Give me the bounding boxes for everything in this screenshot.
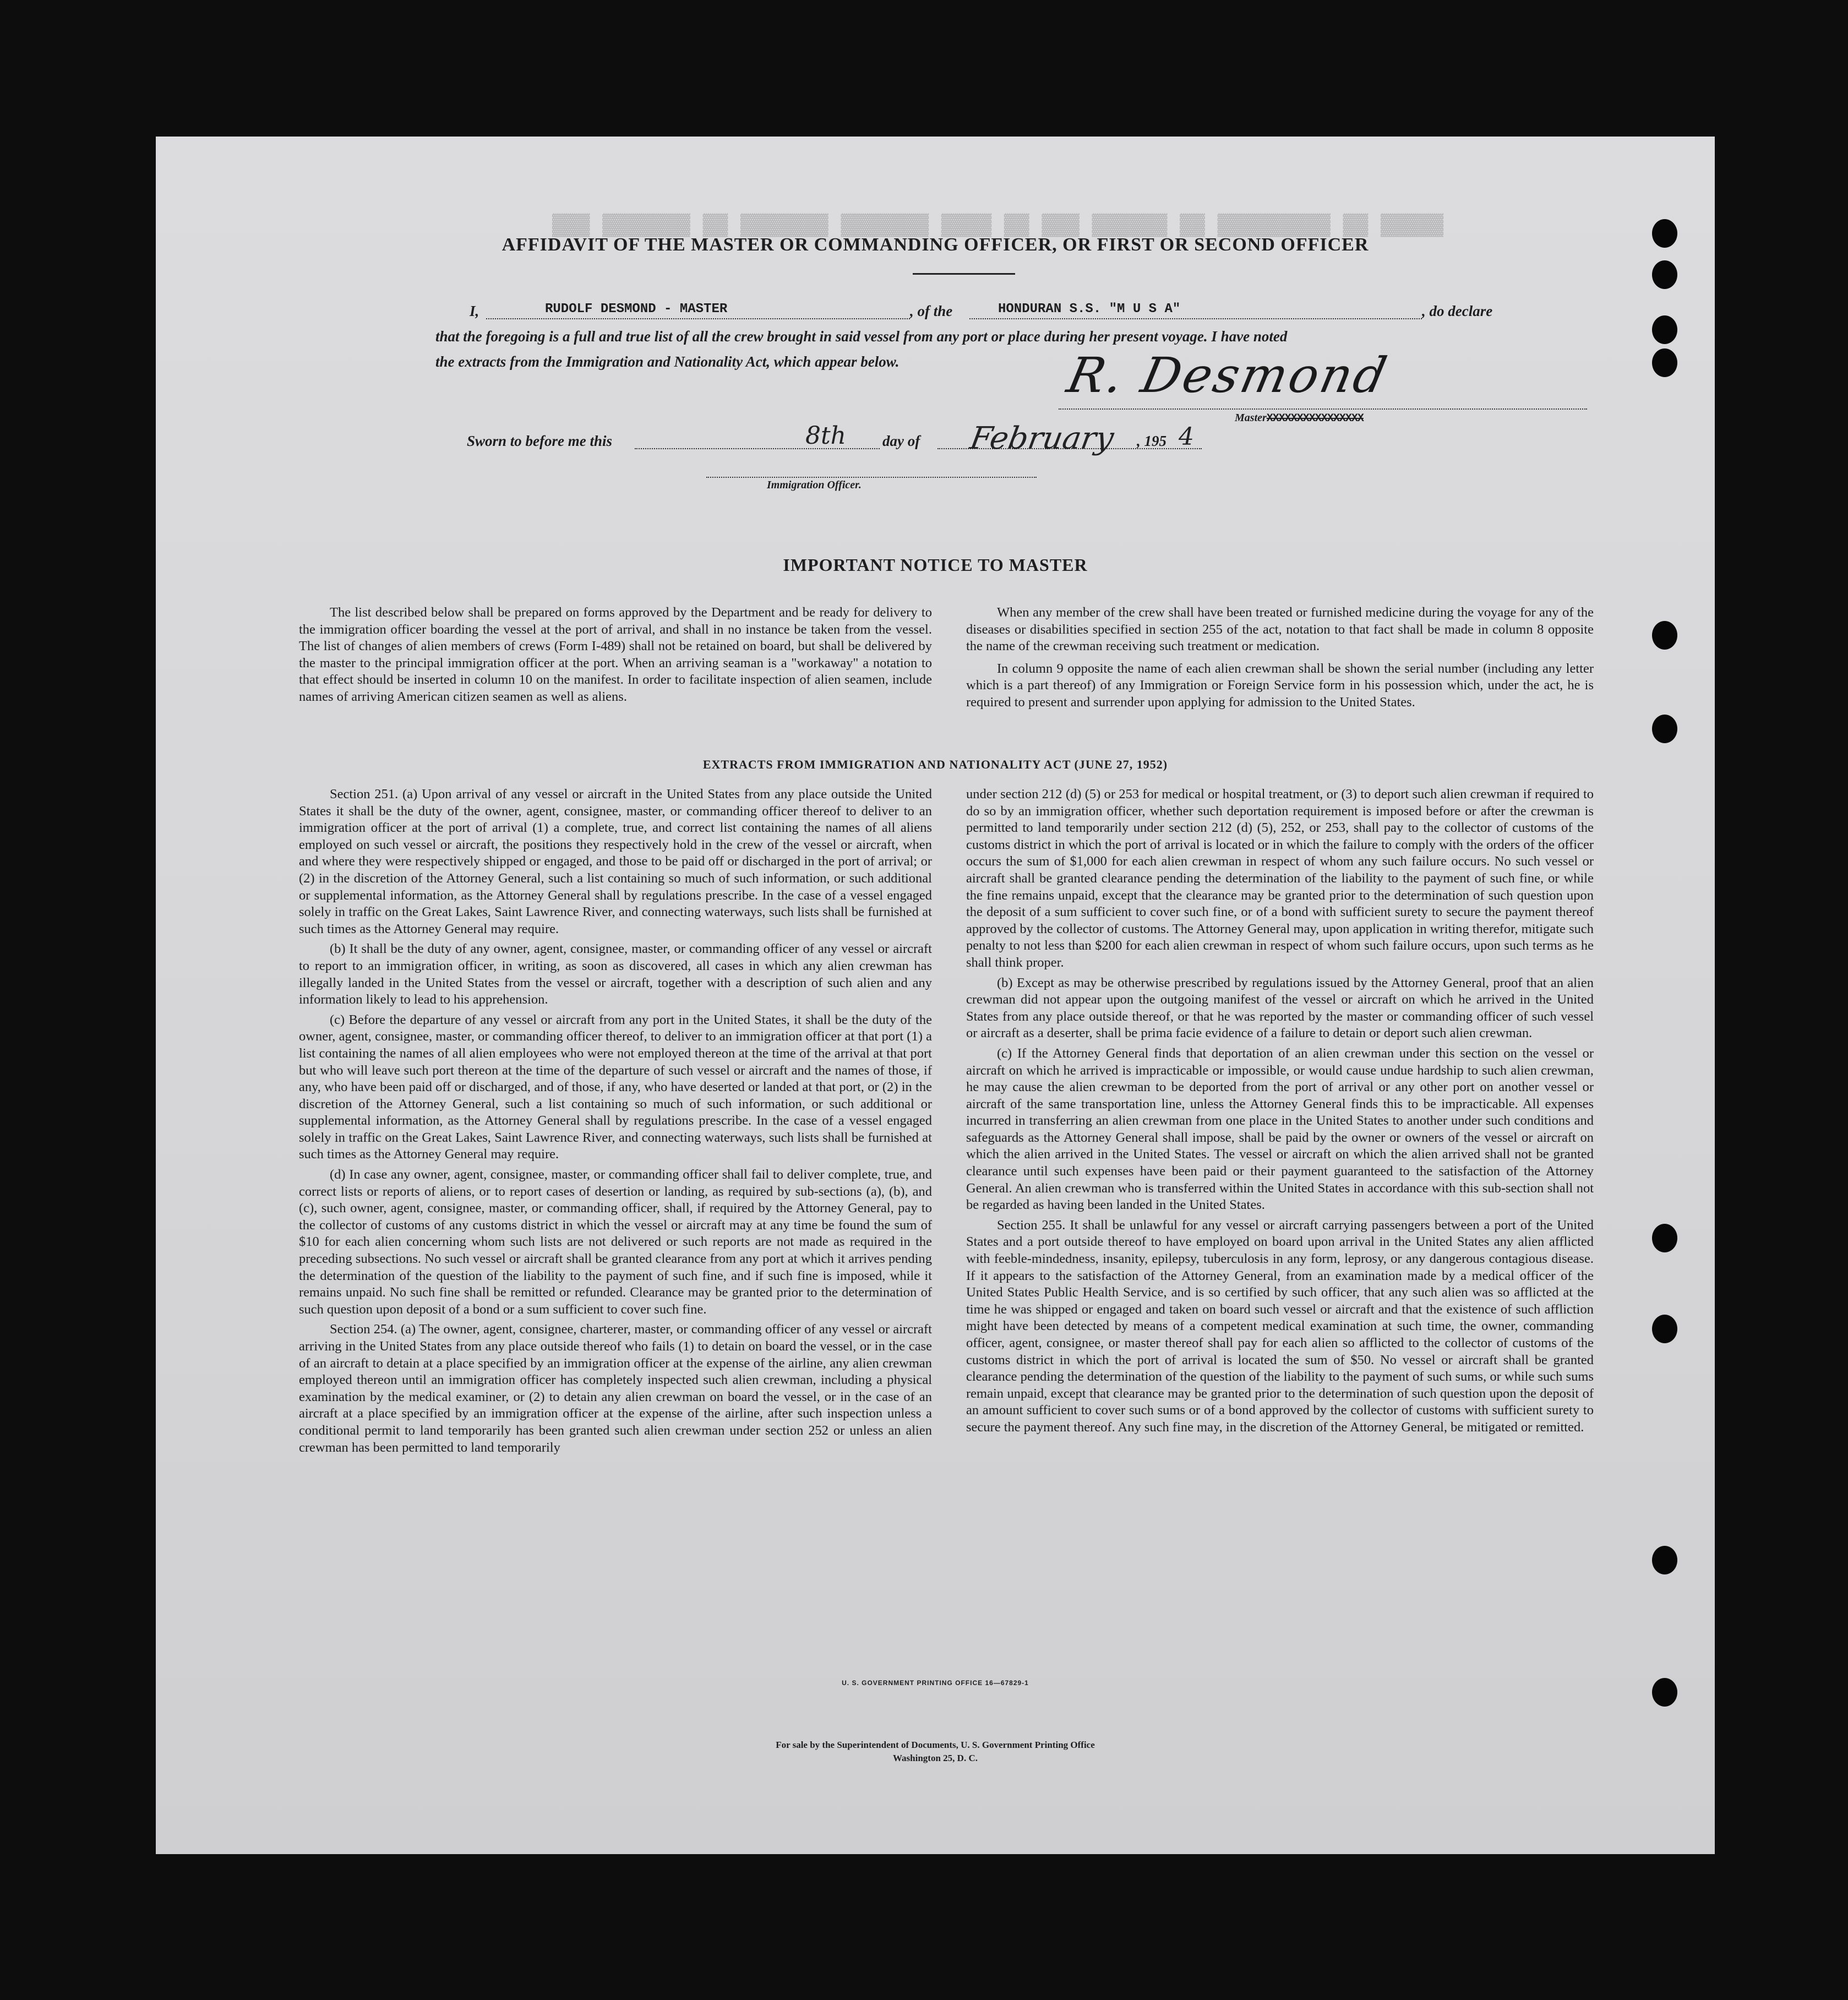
officer-signature-line [706,477,1037,478]
punch-hole [1652,260,1677,289]
declaration-line-3: the extracts from the Immigration and Nationality Act, which appear below. [435,353,900,370]
notice-right-paragraph-2: In column 9 opposite the name of each alien crewman shall be shown the serial number (including any letter which is a part thereof) of any Immigration or Foreign Service form in his possession which, under the act, he is required to present and surrender upon applying for admission to the United States. [966,661,1594,710]
sale-notice-line-2: Washington 25, D. C. [893,1753,978,1763]
struck-titles: XXXXXXXXXXXXXXXX [1266,412,1364,425]
notice-title: IMPORTANT NOTICE TO MASTER [783,555,1088,575]
day-of-label: day of [882,433,920,449]
master-signature: R. Desmond [1062,347,1394,404]
do-declare-label: , do declare [1422,303,1493,319]
section-251b: (b) It shall be the duty of any owner, agent, consignee, master, or commanding officer of any vessel or aircraft to report to an immigration officer, in writing, as soon as discovered, all cases in which any alien crewman has illegally landed in the United States from the vessel or aircraft, together with a description of such alien and any information likely to lead to his apprehension. [299,941,932,1007]
month-value: February [967,421,1117,456]
day-value: 8th [805,422,847,450]
punch-hole [1652,315,1677,344]
printer-imprint: U. S. GOVERNMENT PRINTING OFFICE 16—67829-1 [842,1679,1029,1687]
of-the-label: , of the [910,303,953,319]
sale-notice-line-1: For sale by the Superintendent of Documents, U. S. Government Printing Office [776,1740,1095,1750]
notice-right-column [966,604,1594,715]
declaration-prefix: I, [470,303,479,319]
affidavit-title: AFFIDAVIT OF THE MASTER OR COMMANDING OFFICER, OR FIRST OR SECOND OFFICER [501,235,1369,255]
notice-right-paragraph-1: When any member of the crew shall have been treated or furnished medicine during the voyage for any of the diseases or disabilities specified in section 255 of the act, notation to that fact shall be made in column 8 opposite the name of the crewman receiving such treatment or medication. [966,605,1594,654]
bleed-through-text: ▓▓▓ ▓▓▓▓▓▓▓ ▓▓ ▓▓▓▓▓▓▓ ▓▓▓▓▓▓▓ ▓▓▓▓ ▓▓ ▓▓▓ ▓▓▓▓▓▓ ▓▓ ▓▓▓▓▓▓▓▓▓ ▓▓ ▓▓▓▓▓ [552,214,1444,237]
vessel-name: HONDURAN S.S. "M U S A" [998,302,1181,317]
document-page [156,137,1715,1854]
punch-hole [1652,1315,1677,1343]
punch-hole [1652,621,1677,650]
declaration-line-2: that the foregoing is a full and true list of all the crew brought in said vessel from any port or place during her present voyage. I have noted [435,328,1288,345]
punch-hole [1652,1224,1677,1252]
master-label [1235,412,1364,425]
punch-hole [1652,348,1677,377]
year-prefix: , 195 [1137,433,1166,449]
notice-left-paragraph: The list described below shall be prepared on forms approved by the Department and be ready for delivery to the immigration officer boarding the vessel at the port of arrival, and shall in no instance be taken from the vessel. The list of changes of alien members of crews (Form I-489) shall not be retained on board, but shall be delivered by the master to the principal immigration officer at the port. When an arriving seaman is a "workaway" a notation to that effect should be inserted in column 10 on the manifest. In order to facilitate inspection of alien seamen, include names of arriving American citizen seamen as well as aliens. [299,605,932,704]
signature-line [1059,408,1587,410]
name-fill-line [486,318,910,319]
year-value: 4 [1179,423,1194,451]
vessel-fill-line [969,318,1422,319]
extracts-right-column [966,786,1594,1440]
section-251a: Section 251. (a) Upon arrival of any vessel or aircraft in the United States from any place outside the United States it shall be the duty of the owner, agent, consignee, master, or commanding officer thereof to deliver to an immigration officer at the port of arrival (1) a complete, true, and correct list containing the names of all aliens employed on such vessel or aircraft, the positions they respectively hold in the crew of the vessel or aircraft, when and where they were respectively shipped or engaged, and those to be paid off or discharged in the port of arrival; or (2) in the discretion of the Attorney General, such a list containing so much of such information, or such additional or supplemental information, as the Attorney General shall by regulations prescribe. In the case of a vessel engaged solely in traffic on the Great Lakes, Saint Lawrence River, and connecting waterways, such lists shall be furnished at such times as the Attorney General may require. [299,787,932,936]
section-254c: (c) If the Attorney General finds that deportation of an alien crewman under this section on the vessel or aircraft on which he arrived is impracticable or impossible, or would cause undue hardship to such alien crewman, he may cause the alien crewman to be deported from the port of arrival or any other port on another vessel or aircraft of the same transportation line, unless the Attorney General finds this to be impracticable. All expenses incurred in transferring an alien crewman from one place in the United States to another under such conditions and safeguards as the Attorney General shall impose, shall be paid by the owner or owners of the vessel or aircraft on which the alien arrived in the United States. The vessel or aircraft on which the alien arrived shall not be granted clearance until such expenses have been paid or their payment guaranteed to the satisfaction of the Attorney General. An alien crewman who is transferred within the United States in accordance with this sub-section shall not be regarded as having been landed in the United States. [966,1045,1594,1213]
section-251d: (d) In case any owner, agent, consignee, master, or commanding officer shall fail to deliver complete, true, and correct lists or reports of aliens, or to report cases of desertion or landing, as required by sub-sections (a), (b), and (c), such owner, agent, consignee, master, or commanding officer, shall, if required by the Attorney General, pay to the collector of customs of any customs district in which the vessel or aircraft may at any time be found the sum of $10 for each alien concerning whom such lists are not delivered or such reports are not made as required in the preceding subsections. No such vessel or aircraft shall be granted clearance from any port at which it arrives pending the determination of the question of the liability to the payment of such fine, and if such fine is imposed, while it remains unpaid. No such fine shall be remitted or refunded. Clearance may be granted prior to the determination of such question upon deposit of a bond or a sum sufficient to cover such fine. [299,1167,932,1317]
section-254a-continued: under section 212 (d) (5) or 253 for medical or hospital treatment, or (3) to deport such alien crewman if required to do so by an immigration officer, whether such deportation requirement is imposed before or after the crewman is permitted to land temporarily under section 212 (d) (5), 252, or 253, shall pay to the collector of customs of the customs district in which the port of arrival is located or in which the failure to comply with the orders of the officer occurs the sum of $1,000 for each alien crewman in respect of whom any such failure occurs. No such vessel or aircraft shall be granted clearance pending the determination of the liability to the payment of such fine, or while the fine remains unpaid, except that the clearance may be granted prior to the determination of such question upon the deposit of a sum sufficient to cover such fine, or of a bond with sufficient surety to secure the payment thereof approved by the collector of customs. The Attorney General may, upon application in writing therefor, mitigate such penalty to not less than $200 for each alien crewman in respect of whom such failure occurs, upon such terms as he shall think proper. [966,787,1594,970]
immigration-officer-label: Immigration Officer. [767,479,862,491]
section-255: Section 255. It shall be unlawful for any vessel or aircraft carrying passengers between a port of the United States and a port outside thereof to have employed on board upon arrival in the United States any alien afflicted with feeble-mindedness, insanity, epilepsy, tuberculosis in any form, leprosy, or any dangerous contagious disease. If it appears to the satisfaction of the Attorney General, from an examination made by a medical officer of the United States Public Health Service, and is so certified by such officer, that any such alien was so afflicted at the time he was shipped or engaged and taken on board such vessel or aircraft and that the existence of such affliction might have been detected by means of a competent medical examination at such time, the owner, commanding officer, agent, consignee, or master thereof shall pay for each alien so afflicted to the collector of customs of the customs district in which the port of arrival is located the sum of $50. No vessel or aircraft shall be granted clearance pending the determination of the question of the liability to the payment of such sums, or while such sums remain unpaid, except that clearance may be granted prior to the determination of such question upon the deposit of an amount sufficient to cover such sums or of a bond approved by the collector of customs with sufficient surety to secure the payment thereof. Any such fine may, in the discretion of the Attorney General, be mitigated or remitted. [966,1217,1594,1435]
declarant-name: RUDOLF DESMOND - MASTER [545,302,728,317]
extracts-title: EXTRACTS FROM IMMIGRATION AND NATIONALITY ACT (JUNE 27, 1952) [702,758,1168,771]
master-title: Master [1235,412,1267,424]
extracts-left-column [299,786,932,1459]
section-251c: (c) Before the departure of any vessel or aircraft from any port in the United States, it shall be the duty of the owner, agent, consignee, master, or commanding officer thereof, to deliver to an immigration officer at that port (1) a list containing the names of all alien employees who were not employed thereon at the time of the arrival at that port but who will leave such port thereon at the time of the departure of such vessel or aircraft and the names of those, if any, who have been paid off or discharged, and of those, if any, who have deserted or landed at that port, or (2) in the discretion of the Attorney General, such a list containing so much of such information, or such additional or supplemental information, as the Attorney General shall by regulations prescribe. In the case of a vessel engaged solely in traffic on the Great Lakes, Saint Lawrence River, and connecting waterways, such lists shall be furnished at such times as the Attorney General may require. [299,1012,932,1162]
section-254b: (b) Except as may be otherwise prescribed by regulations issued by the Attorney General, proof that an alien crewman did not appear upon the outgoing manifest of the vessel or aircraft on which he arrived in the United States from any place outside thereof, or that he was reported by the master or commanding officer of such vessel or aircraft as a deserter, shall be prima facie evidence of a failure to detain or deport such alien crewman. [966,975,1594,1041]
punch-hole [1652,1546,1677,1574]
sworn-label: Sworn to before me this [467,433,613,449]
title-underline [913,273,1015,275]
notice-left-column [299,604,932,709]
section-254a: Section 254. (a) The owner, agent, consignee, charterer, master, or commanding officer of any vessel or aircraft arriving in the United States from any place outside thereof who fails (1) to detain on board the vessel, or in the case of an aircraft to detain at a place specified by an immigration officer at the expense of the airline, any alien crewman employed thereon until an immigration officer has completely inspected such alien crewman, including a physical examination by the medical examiner, or (2) to detain any alien crewman on board the vessel, or in the case of an aircraft at a place specified by an immigration officer at the expense of the airline, after such inspection unless a conditional permit to land temporarily has been granted such alien crewman under section 252 or unless an alien crewman has been permitted to land temporarily [299,1322,932,1455]
punch-hole [1652,715,1677,743]
